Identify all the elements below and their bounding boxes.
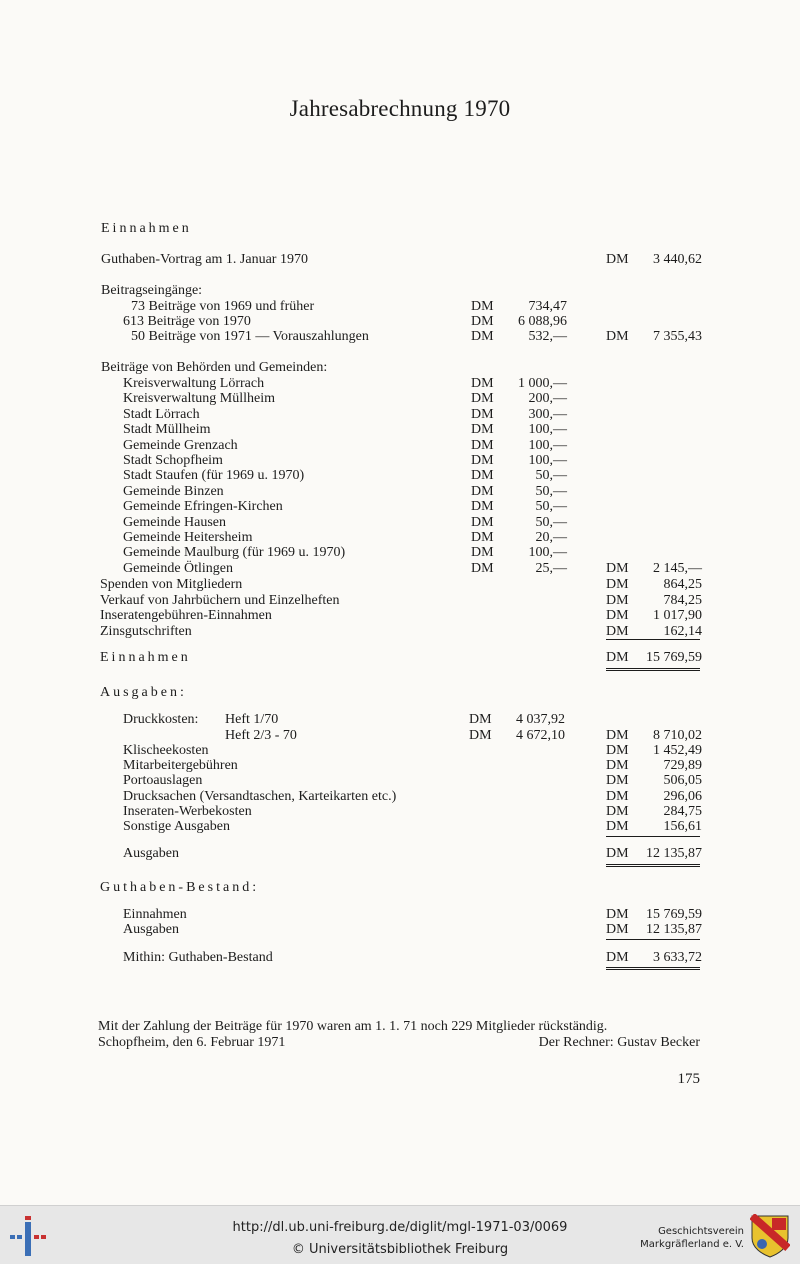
section-heading-einnahmen: Einnahmen [101, 221, 192, 236]
brand-line-2: Markgräflerland e. V. [640, 1239, 744, 1250]
row-label: Guthaben-Vortrag am 1. Januar 1970 [101, 252, 308, 267]
total-value: 15 769,59 [646, 650, 702, 665]
row-label: Mitarbeitergebühren [123, 758, 238, 774]
row-label: Portoauslagen [123, 773, 203, 789]
currency-label: DM [606, 819, 629, 834]
footer-bar [0, 1205, 800, 1264]
row-value: 200,— [528, 391, 567, 407]
row-value: 1 017,90 [653, 608, 702, 623]
row-value: 532,— [528, 329, 567, 344]
row-label: Gemeinde Grenzach [123, 437, 238, 453]
row-label: Verkauf von Jahrbüchern und Einzelheften [100, 592, 340, 608]
currency-label: DM [471, 453, 494, 468]
footnote-text: Mit der Zahlung der Beiträge für 1970 waren am 1. 1. 71 noch 229 Mitglieder rückständig. [98, 1019, 608, 1034]
currency-label: DM [606, 758, 629, 774]
row-label: Einnahmen [123, 907, 187, 922]
currency-label: DM [471, 499, 494, 515]
row-value: 50,— [535, 514, 567, 530]
row-label: Stadt Schopfheim [123, 453, 223, 468]
row-label: Drucksachen (Versandtaschen, Karteikarten etc.) [123, 788, 397, 804]
currency-label: DM [606, 773, 629, 789]
brand-line-1: Geschichtsverein [658, 1226, 744, 1237]
row-value: 100,— [528, 422, 567, 438]
currency-label: DM [606, 577, 629, 592]
currency-label: DM [606, 728, 629, 743]
currency-label: DM [606, 623, 629, 639]
double-rule-top [606, 864, 700, 865]
currency-label: DM [606, 252, 629, 267]
row-label: Gemeinde Heitersheim [123, 530, 253, 545]
coat-of-arms-icon [750, 1214, 790, 1258]
footer-brand [612, 1225, 744, 1251]
row-label: Gemeinde Binzen [123, 483, 224, 499]
row-label: Inseratengebühren-Einnahmen [100, 608, 272, 623]
subtotal-value: 2 145,— [653, 561, 702, 576]
sum-rule [606, 639, 700, 640]
section-heading-guthaben-bestand: Guthaben-Bestand: [100, 880, 260, 895]
currency-label: DM [471, 560, 494, 576]
ausgaben-total-label: Ausgaben [123, 846, 179, 861]
row-label: 613 Beiträge von 1970 [123, 314, 251, 329]
currency-label: DM [471, 329, 494, 344]
row-value: 729,89 [663, 758, 702, 774]
row-value: 4 037,92 [516, 712, 565, 727]
row-label: 50 Beiträge von 1971 — Vorauszahlungen [131, 329, 369, 344]
currency-label: DM [471, 299, 494, 314]
row-value: 162,14 [663, 623, 702, 639]
row-label: Gemeinde Efringen-Kirchen [123, 499, 283, 515]
currency-label: DM [471, 468, 494, 484]
row-value: 25,— [535, 560, 567, 576]
subtotal-value: 7 355,43 [653, 329, 702, 344]
sum-rule [606, 836, 700, 837]
currency-label: DM [606, 743, 629, 758]
row-label: Sonstige Ausgaben [123, 819, 230, 834]
currency-label: DM [606, 803, 629, 819]
row-value: 15 769,59 [646, 907, 702, 922]
result-label: Mithin: Guthaben-Bestand [123, 950, 273, 965]
row-label: Gemeinde Ötlingen [123, 560, 234, 576]
double-rule-top [606, 967, 700, 968]
row-label: Gemeinde Hausen [123, 514, 227, 530]
row-value: 12 135,87 [646, 922, 702, 937]
row-value: 506,05 [663, 773, 702, 789]
subtotal-value: 8 710,02 [653, 728, 702, 743]
row-label: Kreisverwaltung Lörrach [123, 376, 265, 391]
currency-label: DM [606, 329, 629, 344]
currency-label: DM [606, 846, 629, 861]
double-rule-bottom [606, 969, 700, 970]
page-title: Jahresabrechnung 1970 [289, 96, 511, 121]
row-label: Heft 1/70 [225, 712, 279, 727]
row-label: Inseraten-Werbekosten [123, 803, 252, 819]
currency-label: DM [471, 314, 494, 329]
currency-label: DM [469, 712, 492, 727]
currency-label: DM [471, 437, 494, 453]
total-value: 12 135,87 [646, 846, 702, 861]
row-label: Ausgaben [123, 922, 179, 937]
currency-label: DM [606, 950, 629, 965]
row-value: 284,75 [663, 803, 702, 819]
section-heading-beitragseingaenge: Beitragseingänge: [101, 283, 203, 298]
double-rule-bottom [606, 866, 700, 867]
row-value: 156,61 [663, 819, 702, 834]
row-label: Gemeinde Maulburg (für 1969 u. 1970) [123, 545, 346, 561]
currency-label: DM [471, 422, 494, 438]
row-label: 73 Beiträge von 1969 und früher [131, 299, 315, 314]
currency-label: DM [471, 406, 494, 422]
result-value: 3 633,72 [653, 950, 702, 965]
row-value: 3 440,62 [653, 252, 702, 267]
double-rule-bottom [606, 670, 700, 671]
currency-label: DM [471, 483, 494, 499]
row-label: Heft 2/3 - 70 [225, 728, 297, 743]
currency-label: DM [471, 376, 494, 391]
row-value: 6 088,96 [518, 314, 567, 329]
row-value: 20,— [535, 530, 567, 545]
currency-label: DM [606, 650, 629, 665]
row-label: Spenden von Mitgliedern [100, 577, 243, 592]
row-value: 1 452,49 [653, 743, 702, 758]
footer-copyright: © Universitätsbibliothek Freiburg [291, 1242, 509, 1257]
currency-label: DM [471, 514, 494, 530]
double-rule-top [606, 668, 700, 669]
row-label: Zinsgutschriften [100, 623, 192, 639]
row-value: 50,— [535, 468, 567, 484]
row-value: 296,06 [663, 788, 702, 804]
row-value: 100,— [528, 453, 567, 468]
row-label: Stadt Müllheim [123, 422, 211, 438]
row-value: 864,25 [663, 577, 702, 592]
section-heading-behoerden: Beiträge von Behörden und Gemeinden: [101, 360, 328, 375]
row-label: Kreisverwaltung Müllheim [123, 391, 276, 407]
row-value: 1 000,— [518, 376, 567, 391]
einnahmen-total-label: Einnahmen [100, 650, 191, 665]
footer-url-link[interactable]: http://dl.ub.uni-freiburg.de/diglit/mgl-1971-03/0069 [232, 1220, 568, 1235]
currency-label: DM [471, 530, 494, 545]
currency-label: DM [606, 592, 629, 608]
row-value: 734,47 [528, 299, 567, 314]
row-label: Stadt Staufen (für 1969 u. 1970) [123, 468, 305, 484]
row-value: 100,— [528, 545, 567, 561]
row-value: 50,— [535, 499, 567, 515]
currency-label: DM [471, 545, 494, 561]
row-value: 100,— [528, 437, 567, 453]
row-value: 50,— [535, 483, 567, 499]
section-heading-ausgaben: Ausgaben: [100, 685, 187, 700]
currency-label: DM [606, 608, 629, 623]
sum-rule [606, 939, 700, 940]
currency-label: DM [469, 728, 492, 743]
row-value: 300,— [528, 406, 567, 422]
page-number: 175 [677, 1071, 700, 1087]
currency-label: DM [606, 788, 629, 804]
druckkosten-label: Druckkosten: [123, 712, 199, 727]
row-label: Klischeekosten [123, 743, 209, 758]
row-value: 4 672,10 [516, 728, 565, 743]
signer: Der Rechner: Gustav Becker [538, 1035, 700, 1050]
row-label: Stadt Lörrach [123, 406, 200, 422]
ub-freiburg-logo-icon [10, 1216, 50, 1258]
currency-label: DM [606, 907, 629, 922]
place-date: Schopfheim, den 6. Februar 1971 [98, 1035, 286, 1050]
row-value: 784,25 [663, 592, 702, 608]
currency-label: DM [606, 561, 629, 576]
currency-label: DM [606, 922, 629, 937]
currency-label: DM [471, 391, 494, 407]
